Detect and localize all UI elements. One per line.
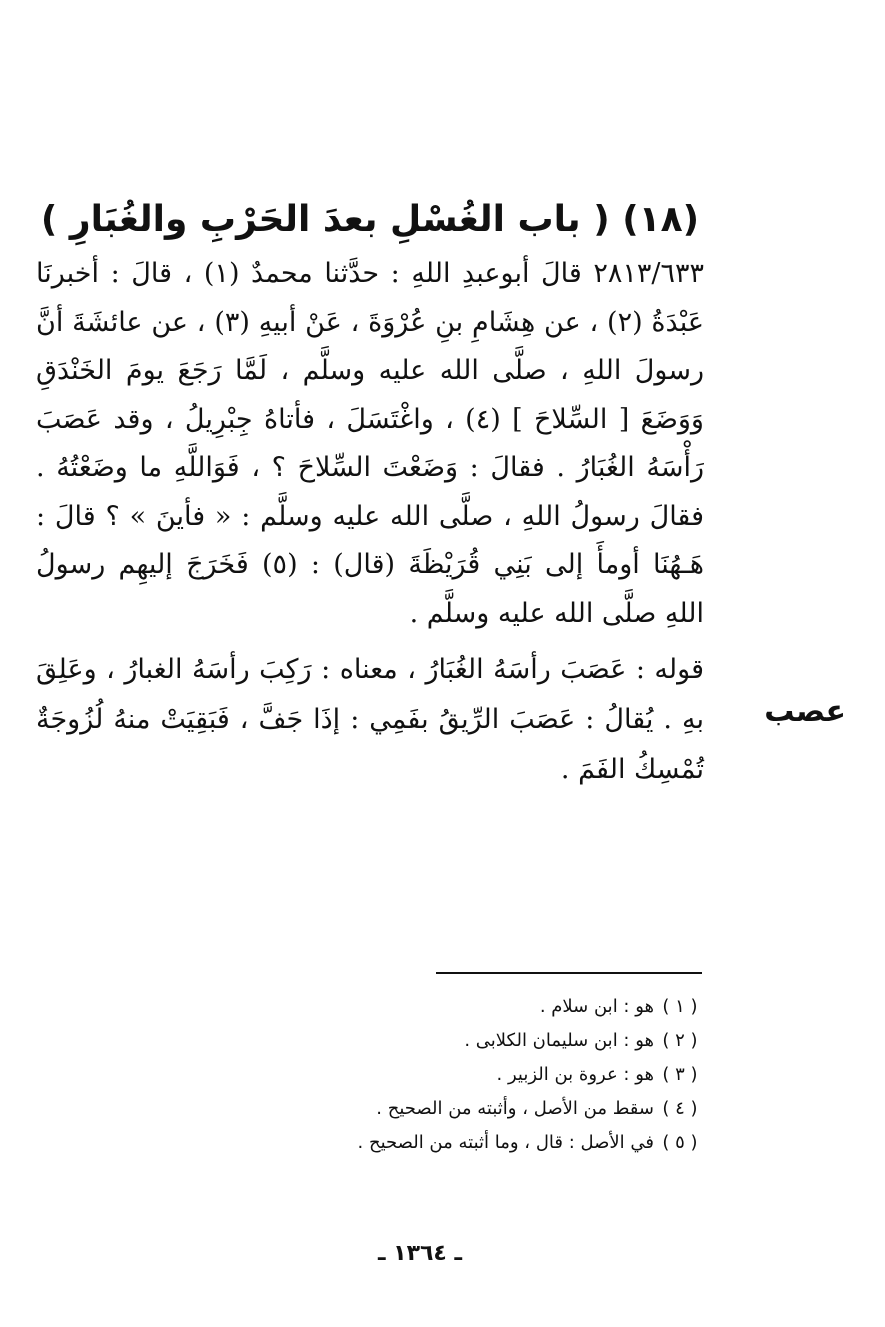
footnote-item [220,1024,700,1058]
chapter-title: (١٨) ( باب الغُسْلِ بعدَ الحَرْبِ والغُبَارِ ) [40,199,700,240]
footnote-number: ( ٣ ) [662,1064,698,1085]
footnote-item [220,1092,700,1126]
footnote-text: هو : ابن سليمان الكلابى . [464,1030,654,1051]
commentary-paragraph [36,645,704,795]
footnote-number: ( ٤ ) [662,1098,698,1119]
footnote-text: هو : ابن سلام . [539,996,654,1017]
footnote-text: هو : عروة بن الزبير . [496,1064,654,1085]
footnote-number: ( ١ ) [662,996,698,1017]
margin-keyword: عصب [764,694,846,729]
hadith-text: ٢٨١٣/٦٣٣ قالَ أبوعبدِ اللهِ : حدَّثنا محمدٌ (١) ، قالَ : أخبرنَا عَبْدَةُ (٢) ، عن هِشَامِ بنِ عُرْوَةَ ، عَنْ أبيهِ (٣) ، عن عائشَةَ أنَّ رسولَ اللهِ ، صلَّى الله عليه وسلَّم ، لَمَّا رَجَعَ يومَ الخَنْدَقِ وَوَضَعَ [ السِّلاحَ ] (٤) ، واغْتَسَلَ ، فأتاهُ جِبْرِيلُ ، وقد عَصَبَ رَأْسَهُ الغُبَارُ . فقالَ : وَضَعْتَ السِّلاحَ ؟ ، فَوَاللَّهِ ما وضَعْتُهُ . فقالَ رسولُ اللهِ ، صلَّى الله عليه وسلَّم : « فأينَ » ؟ قالَ : هَـهُنَا أومأَ إلى بَنِي قُرَيْظَةَ (قال) : (٥) فَخَرَجَ إليهِم رسولُ اللهِ صلَّى الله عليه وسلَّم . [36,258,705,629]
hadith-paragraph [36,250,704,638]
footnote-item [220,990,700,1024]
footnotes [220,990,700,1160]
footnote-item [220,1058,700,1092]
footnote-item [220,1126,700,1160]
footnote-separator [436,972,702,974]
page-number: ـ ١٣٦٤ ـ [377,1241,463,1266]
footnote-number: ( ٥ ) [662,1132,698,1153]
commentary-text: قوله : عَصَبَ رأسَهُ الغُبَارُ ، معناه : رَكِبَ رأسَهُ الغبارُ ، وعَلِقَ بهِ . يُقالُ : عَصَبَ الرِّيقُ بفَمِي : إذَا جَفَّ ، فَبَقِيَتْ منهُ لُزُوجَةٌ تُمْسِكُ الفَمَ . [36,654,704,785]
footnote-text: في الأصل : قال ، وما أثبته من الصحيح . [357,1132,654,1153]
footnote-number: ( ٢ ) [662,1030,698,1051]
footnote-text: سقط من الأصل ، وأثبته من الصحيح . [376,1098,654,1119]
